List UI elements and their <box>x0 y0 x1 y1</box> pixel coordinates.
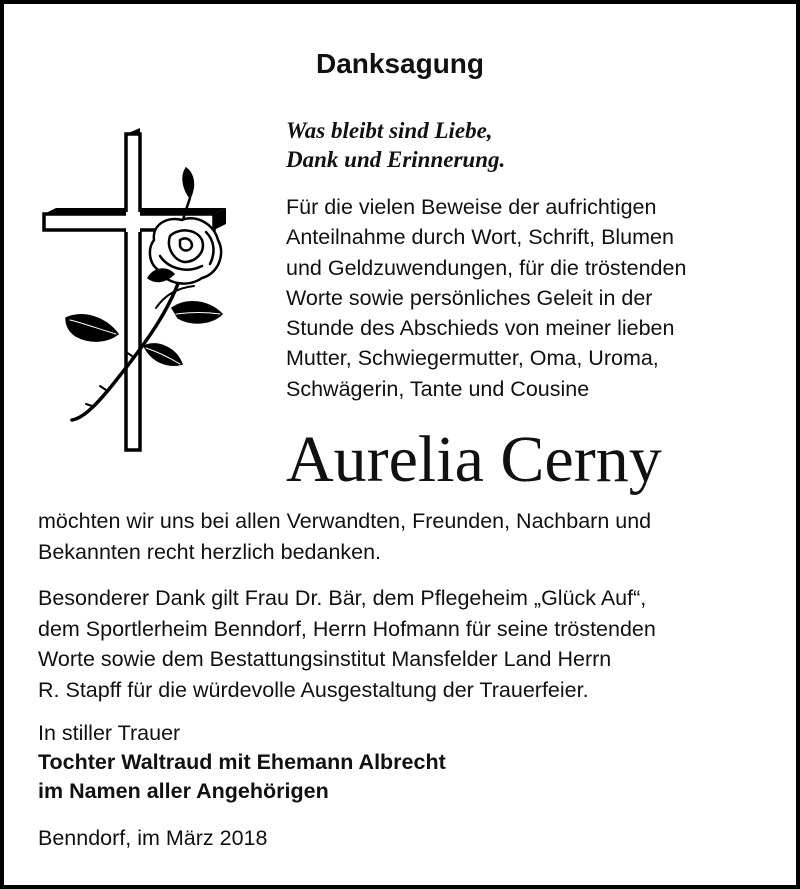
cross-icon <box>44 128 226 450</box>
thanks-line: möchten wir uns bei allen Verwandten, Freunden, Nachbarn und <box>38 509 652 533</box>
deceased-name: Aurelia Cerny <box>286 423 662 496</box>
intro-line: Anteilnahme durch Wort, Schrift, Blumen <box>286 225 674 250</box>
signoff-family-1: Tochter Waltraud mit Ehemann Albrecht <box>38 750 446 774</box>
intro-line: Worte sowie persönliches Geleit in der <box>286 285 653 310</box>
signoff <box>38 719 446 806</box>
intro-line: Stunde des Abschieds von meiner lieben <box>286 316 675 341</box>
heading: Danksagung <box>315 48 485 79</box>
special-line: Worte sowie dem Bestattungsinstitut Mansfelder Land Herrn <box>38 647 612 671</box>
intro-line: Schwägerin, Tante und Cousine <box>286 376 590 401</box>
special-line: Besonderer Dank gilt Frau Dr. Bär, dem Pflegeheim „Glück Auf“, <box>38 586 647 610</box>
intro-line: Mutter, Schwiegermutter, Oma, Uroma, <box>286 346 659 371</box>
thanks-text <box>38 506 778 567</box>
motto-line: Dank und Erinnerung. <box>286 147 506 172</box>
motto-line: Was bleibt sind Liebe, <box>286 118 493 143</box>
special-line: dem Sportlerheim Benndorf, Herrn Hofmann für seine tröstenden <box>38 616 656 641</box>
intro-text <box>286 192 786 404</box>
intro-line: Für die vielen Beweise der aufrichtigen <box>286 195 657 219</box>
motto <box>286 116 505 174</box>
intro-line: und Geldzuwendungen, für die tröstenden <box>286 255 687 280</box>
signoff-intro: In stiller Trauer <box>38 721 181 745</box>
rose-icon <box>66 168 222 420</box>
signoff-family-2: im Namen aller Angehörigen <box>38 779 329 803</box>
special-thanks-text <box>38 583 778 705</box>
thanks-line: Bekannten recht herzlich bedanken. <box>38 539 382 564</box>
place-date: Benndorf, im März 2018 <box>38 826 268 850</box>
special-line: R. Stapff für die würdevolle Ausgestaltung der Trauerfeier. <box>38 677 589 702</box>
cross-rose-artwork <box>36 128 236 453</box>
